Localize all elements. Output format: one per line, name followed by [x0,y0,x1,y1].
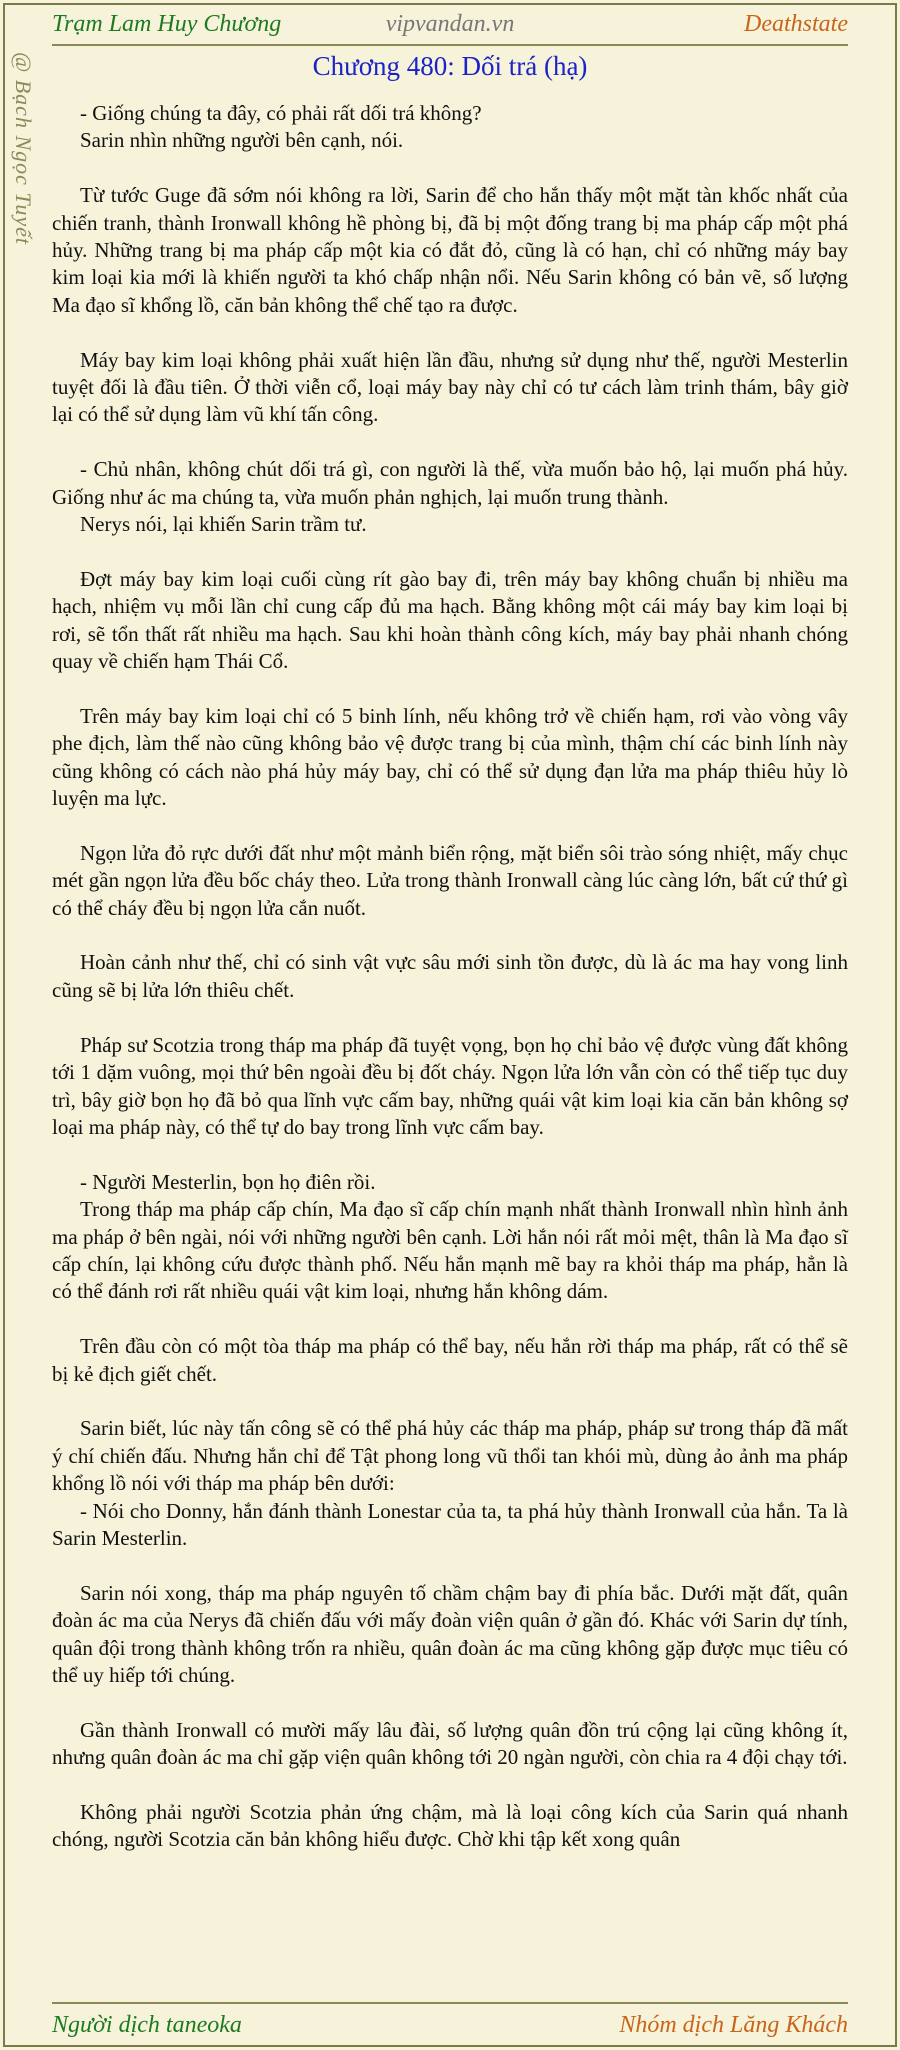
paragraph: - Giống chúng ta đây, có phải rất dối trá không? [80,101,482,125]
paragraph: Từ tước Guge đã sớm nói không ra lời, Sarin để cho hắn thấy một mặt tàn khốc nhất của chiến tranh, thành Ironwall không hề phòng bị, đã bị một đống trang bị ma pháp cấp một phá hủy. Những trang bị ma pháp cấp một kia có đắt đỏ, cũng là có hạn, chỉ có những máy bay kim loại kia mới là khiến người ta khó chấp nhận nổi. Nếu Sarin không có bản vẽ, số lượng Ma đạo sĩ khổng lồ, căn bản không thể chế tạo ra được. [52,183,848,317]
paragraph: Ngọn lửa đỏ rực dưới đất như một mảnh biển rộng, mặt biển sôi trào sóng nhiệt, mấy chục mét gần ngọn lửa đều bốc cháy theo. Lửa trong thành Ironwall càng lúc càng lớn, bất cứ thứ gì có thể cháy đều bị ngọn lửa cắn nuốt. [52,840,848,920]
chapter-title: Chương 480: Dối trá (hạ) [312,51,588,81]
paragraph: Trong tháp ma pháp cấp chín, Ma đạo sĩ cấp chín mạnh nhất thành Ironwall nhìn hình ảnh ma pháp ở bên ngài, nói với những người bên cạnh. Lời hắn nói rất mỏi mệt, thân là Ma đạo sĩ cấp chín, lại không cứu được thành phố. Nếu hắn mạnh mẽ bay ra khỏi tháp ma pháp, hẳn là có thể đánh rơi rất nhiều quái vật kim loại, nhưng hắn không dám. [52,1197,848,1304]
paragraph: Sarin nói xong, tháp ma pháp nguyên tố chầm chậm bay đi phía bắc. Dưới mặt đất, quân đoàn ác ma của Nerys đã chiến đấu với mấy đoàn viện quân ở gần đó. Khác với Sarin dự tính, quân đội trong thành không trốn ra nhiều, quân đoàn ác ma cũng không gặp được mục tiêu có thể uy hiếp tới chúng. [52,1580,848,1687]
paragraph: Đợt máy bay kim loại cuối cùng rít gào bay đi, trên máy bay không chuẩn bị nhiều ma hạch, nhiệm vụ mỗi lần chỉ cung cấp đủ ma hạch. Bằng không một cái máy bay kim loại bị rơi, sẽ tổn thất rất nhiều ma hạch. Sau khi hoàn thành công kích, máy bay phải nhanh chóng quay về chiến hạm Thái Cổ. [52,566,848,674]
paragraph: Sarin biết, lúc này tấn công sẽ có thể phá hủy các tháp ma pháp, pháp sư trong tháp đã mất ý chí chiến đấu. Nhưng hắn chỉ để Tật phong long vũ thổi tan khói mù, dùng ảo ảnh ma pháp khổng lồ nói với tháp ma pháp bên dưới: [52,1416,848,1496]
footer-translator: Người dịch taneoka [52,2012,242,2038]
paragraph: Trên đầu còn có một tòa tháp ma pháp có thể bay, nếu hắn rời tháp ma pháp, rất có thể sẽ bị kẻ địch giết chết. [52,1334,848,1386]
header-url: vipvandan.vn [385,11,515,37]
paragraph: - Chủ nhân, không chút dối trá gì, con người là thế, vừa muốn bảo hộ, lại muốn phá hủy. Giống như ác ma chúng ta, vừa muốn phản nghịch, lại muốn trung thành. [52,457,848,509]
header-author: Deathstate [744,11,848,37]
paragraph: Trên máy bay kim loại chỉ có 5 binh lính, nếu không trở về chiến hạm, rơi vào vòng vây phe địch, làm thế nào cũng không bảo vệ được trang bị của mình, thậm chí các binh lính này cũng không có cách nào phá hủy máy bay, chỉ có thể sử dụng đạn lửa ma pháp thiêu hủy lò luyện ma lực. [52,703,848,811]
page-footer [52,2002,848,2046]
paragraph: Máy bay kim loại không phải xuất hiện lần đầu, nhưng sử dụng như thế, người Mesterlin tuyệt đối là đầu tiên. Ở thời viễn cổ, loại máy bay này chỉ có tư cách làm trinh thám, bây giờ lại có thể sử dụng làm vũ khí tấn công. [52,347,848,427]
paragraph: Gần thành Ironwall có mười mấy lâu đài, số lượng quân đồn trú cộng lại cũng không ít, nhưng quân đoàn ác ma chỉ gặp viện quân không tới 20 ngàn người, còn chia ra 4 đội chạy tới. [52,1717,848,1770]
paragraph: Hoàn cảnh như thế, chỉ có sinh vật vực sâu mới sinh tồn được, dù là ác ma hay vong linh cũng sẽ bị lửa lớn thiêu chết. [52,950,848,1002]
chapter-body [52,100,848,1881]
header-site-name: Trạm Lam Huy Chương [52,11,282,37]
paragraph: - Nói cho Donny, hắn đánh thành Lonestar của ta, ta phá hủy thành Ironwall của hắn. Ta là Sarin Mesterlin. [52,1498,848,1550]
paragraph: - Người Mesterlin, bọn họ điên rồi. [80,1169,376,1194]
paragraph: Pháp sư Scotzia trong tháp ma pháp đã tuyệt vọng, bọn họ chỉ bảo vệ được vùng đất không tới 1 dặm vuông, mọi thứ bên ngoài đều bị đốt cháy. Ngọn lửa lớn vẫn còn có thể tiếp tục duy trì, bây giờ bọn họ đã bỏ qua lĩnh vực cấm bay, những quái vật kim loại kia căn bản không sợ loại ma pháp này, có thể tự do bay trong lĩnh vực cấm bay. [52,1032,848,1139]
paragraph: Sarin nhìn những người bên cạnh, nói. [80,128,404,153]
footer-group: Nhóm dịch Lăng Khách [619,2012,848,2038]
side-watermark: @ Bạch Ngọc Tuyết [11,52,36,246]
paragraph: Không phải người Scotzia phản ứng chậm, mà là loại công kích của Sarin quá nhanh chóng, người Scotzia căn bản không hiểu được. Chờ khi tập kết xong quân [52,1799,848,1852]
page-header [52,4,848,46]
paragraph: Nerys nói, lại khiến Sarin trầm tư. [80,512,367,537]
